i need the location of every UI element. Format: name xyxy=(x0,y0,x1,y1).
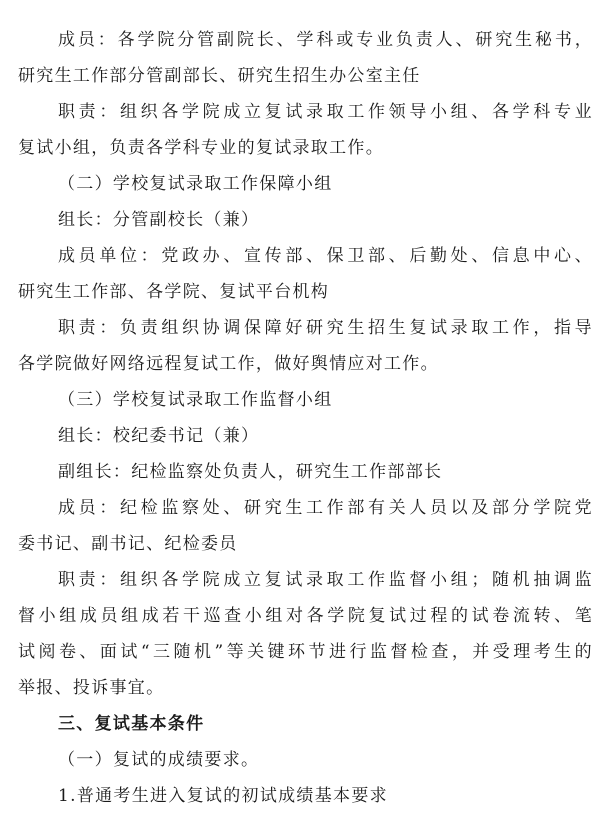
text-line-supervision-duty: 职责：组织各学院成立复试录取工作监督小组；随机抽调监 xyxy=(58,570,593,590)
text-line-guarantee-duty: 职责：负责组织协调保障好研究生招生复试录取工作，指导 xyxy=(58,318,593,338)
text-line-guarantee-duty-cont: 各学院做好网络远程复试工作，做好舆情应对工作。 xyxy=(18,354,439,374)
section-heading-supervision-group: （三）学校复试录取工作监督小组 xyxy=(58,390,333,410)
text-line-duty-cont: 复试小组，负责各学科专业的复试录取工作。 xyxy=(18,138,384,158)
text-line-member-units: 成员单位：党政办、宣传部、保卫部、后勤处、信息中心、 xyxy=(58,246,593,266)
text-line-leader: 组长：分管副校长（兼） xyxy=(58,210,260,230)
subsection-heading-score-requirements: （一）复试的成绩要求。 xyxy=(58,750,260,770)
text-line-supervision-duty-cont-1: 督小组成员组成若干巡查小组对各学院复试过程的试卷流转、笔 xyxy=(18,606,593,626)
text-line-member-units-cont: 研究生工作部、各学院、复试平台机构 xyxy=(18,282,330,302)
text-line-supervision-duty-cont-2: 试阅卷、面试“三随机”等关键环节进行监督检查，并受理考生的 xyxy=(18,642,593,662)
text-line-members-cont: 研究生工作部分管副部长、研究生招生办公室主任 xyxy=(18,66,421,86)
text-line-supervision-members: 成员：纪检监察处、研究生工作部有关人员以及部分学院党 xyxy=(58,498,593,518)
text-line-members: 成员：各学院分管副院长、学科或专业负责人、研究生秘书， xyxy=(58,30,593,50)
section-heading-basic-conditions: 三、复试基本条件 xyxy=(58,714,205,734)
text-line-supervision-leader: 组长：校纪委书记（兼） xyxy=(58,426,260,446)
text-line-duty: 职责：组织各学院成立复试录取工作领导小组、各学科专业 xyxy=(58,102,593,122)
text-line-basic-requirements: 1.普通考生进入复试的初试成绩基本要求 xyxy=(58,786,388,806)
text-line-supervision-members-cont: 委书记、副书记、纪检委员 xyxy=(18,534,238,554)
section-heading-guarantee-group: （二）学校复试录取工作保障小组 xyxy=(58,174,333,194)
text-line-supervision-duty-cont-3: 举报、投诉事宜。 xyxy=(18,678,165,698)
text-line-deputy-leader: 副组长：纪检监察处负责人，研究生工作部部长 xyxy=(58,462,443,482)
